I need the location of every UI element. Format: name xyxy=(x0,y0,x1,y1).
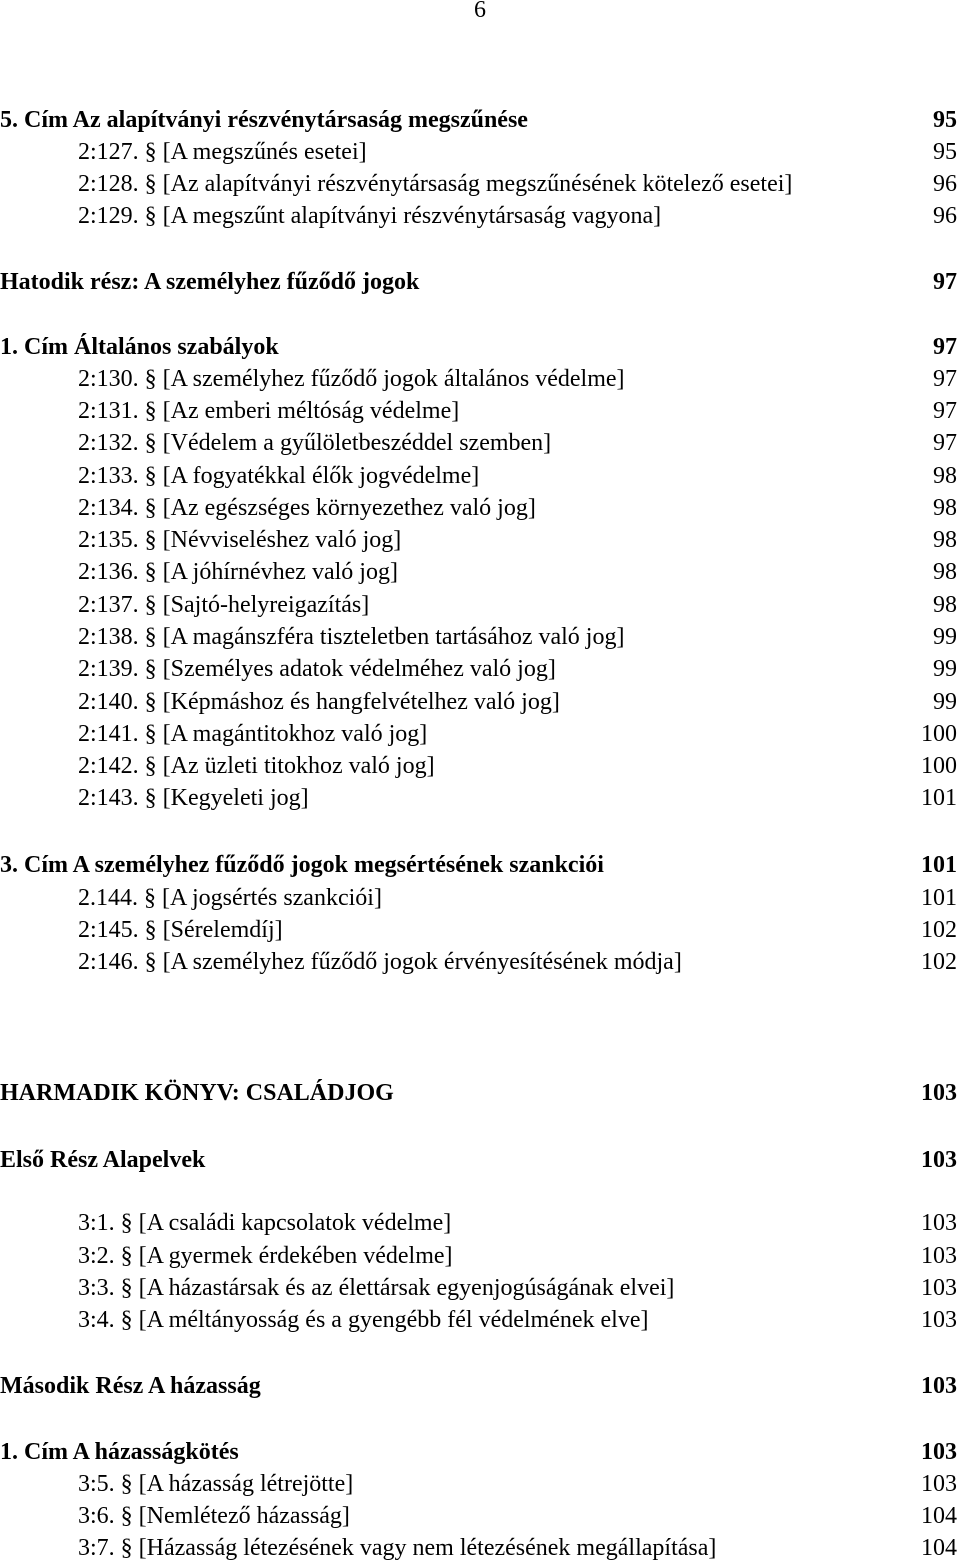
toc-entry xyxy=(0,653,960,685)
toc-entry xyxy=(0,718,960,750)
toc-entry xyxy=(0,782,960,814)
toc-entry-page: 97 xyxy=(933,398,957,424)
toc-entry xyxy=(0,1500,960,1532)
toc-entry xyxy=(0,556,960,588)
toc-entry-title: 3:2. § [A gyermek érdekében védelme] xyxy=(78,1243,453,1269)
toc-entry xyxy=(0,589,960,621)
toc-entry-page: 103 xyxy=(921,1080,957,1106)
toc-entry-page: 103 xyxy=(921,1243,957,1269)
toc-entry-title: 2:127. § [A megszűnés esetei] xyxy=(78,139,367,165)
toc-entry-title: 2:128. § [Az alapítványi részvénytársaság megszűnésének kötelező esetei] xyxy=(78,171,793,197)
toc-entry-page: 99 xyxy=(933,624,957,650)
toc-entry-title: 2:140. § [Képmáshoz és hangfelvételhez való jog] xyxy=(78,689,560,715)
toc-entry-title: 1. Cím A házasságkötés xyxy=(0,1439,239,1465)
toc-entry-title: 5. Cím Az alapítványi részvénytársaság megszűnése xyxy=(0,107,528,133)
toc-entry-title: 2:141. § [A magántitokhoz való jog] xyxy=(78,721,428,747)
toc-entry-page: 97 xyxy=(933,430,957,456)
toc-entry-page: 103 xyxy=(921,1147,957,1173)
toc-entry-page: 101 xyxy=(921,852,957,878)
toc-entry-title: HARMADIK KÖNYV: CSALÁDJOG xyxy=(0,1080,394,1106)
toc-entry xyxy=(0,1468,960,1500)
toc-entry xyxy=(0,1240,960,1272)
toc-entry-page: 98 xyxy=(933,592,957,618)
toc-entry-page: 100 xyxy=(921,753,957,779)
toc-entry xyxy=(0,1532,960,1564)
toc-entry xyxy=(0,460,960,492)
toc-entry-title: 2:138. § [A magánszféra tiszteletben tartásához való jog] xyxy=(78,624,625,650)
toc-entry-page: 101 xyxy=(921,785,957,811)
toc-entry xyxy=(0,427,960,459)
toc-entry-page: 104 xyxy=(921,1535,957,1561)
toc-entry-title: 2:142. § [Az üzleti titokhoz való jog] xyxy=(78,753,435,779)
toc-entry-page: 95 xyxy=(933,139,957,165)
toc-entry-title: 2.144. § [A jogsértés szankciói] xyxy=(78,885,382,911)
toc-entry-title: 2:139. § [Személyes adatok védelméhez való jog] xyxy=(78,656,556,682)
toc-entry xyxy=(0,200,960,232)
toc-entry-title: 2:132. § [Védelem a gyűlöletbeszéddel szemben] xyxy=(78,430,552,456)
toc-entry-page: 99 xyxy=(933,656,957,682)
toc-entry-title: 2:137. § [Sajtó-helyreigazítás] xyxy=(78,592,370,618)
toc-entry xyxy=(0,686,960,718)
toc-entry-page: 102 xyxy=(921,917,957,943)
toc-entry-page: 103 xyxy=(921,1471,957,1497)
toc-entry-title: 2:143. § [Kegyeleti jog] xyxy=(78,785,309,811)
toc-entry-page: 103 xyxy=(921,1373,957,1399)
toc-entry xyxy=(0,621,960,653)
toc-entry-title: 3:3. § [A házastársak és az élettársak egyenjogúságának elvei] xyxy=(78,1275,675,1301)
toc-entry-page: 96 xyxy=(933,171,957,197)
toc-entry-title: 2:134. § [Az egészséges környezethez való jog] xyxy=(78,495,536,521)
toc-entry-page: 98 xyxy=(933,495,957,521)
toc-entry-page: 99 xyxy=(933,689,957,715)
toc-entry xyxy=(0,1304,960,1336)
toc-entry-title: 2:145. § [Sérelemdíj] xyxy=(78,917,283,943)
toc-entry-page: 98 xyxy=(933,463,957,489)
toc-entry-title: 2:133. § [A fogyatékkal élők jogvédelme] xyxy=(78,463,480,489)
toc-entry-title: 2:131. § [Az emberi méltóság védelme] xyxy=(78,398,460,424)
toc-entry-page: 98 xyxy=(933,559,957,585)
toc-heading xyxy=(0,1077,960,1109)
toc-entry-page: 103 xyxy=(921,1439,957,1465)
toc-entry-page: 104 xyxy=(921,1503,957,1529)
toc-entry-title: Hatodik rész: A személyhez fűződő jogok xyxy=(0,269,420,295)
toc-heading xyxy=(0,104,960,136)
toc-entry xyxy=(0,1272,960,1304)
toc-entry xyxy=(0,914,960,946)
toc-heading xyxy=(0,1436,960,1468)
toc-entry-title: 2:135. § [Névviseléshez való jog] xyxy=(78,527,402,553)
toc-entry-page: 97 xyxy=(933,269,957,295)
toc-entry-page: 103 xyxy=(921,1210,957,1236)
toc-entry-page: 100 xyxy=(921,721,957,747)
toc-entry-page: 96 xyxy=(933,203,957,229)
toc-entry xyxy=(0,395,960,427)
toc-heading xyxy=(0,1144,960,1176)
toc-entry-page: 98 xyxy=(933,527,957,553)
toc-entry xyxy=(0,136,960,168)
toc-entry xyxy=(0,524,960,556)
toc-entry-title: 1. Cím Általános szabályok xyxy=(0,334,279,360)
toc-entry-title: 2:136. § [A jóhírnévhez való jog] xyxy=(78,559,398,585)
toc-entry xyxy=(0,750,960,782)
toc-entry xyxy=(0,168,960,200)
toc-heading xyxy=(0,331,960,363)
toc-entry-title: 2:130. § [A személyhez fűződő jogok általános védelme] xyxy=(78,366,625,392)
toc-entry xyxy=(0,946,960,978)
toc-entry-page: 97 xyxy=(933,366,957,392)
toc-entry-title: 3. Cím A személyhez fűződő jogok megsértésének szankciói xyxy=(0,852,604,878)
toc-entry-title: 3:1. § [A családi kapcsolatok védelme] xyxy=(78,1210,452,1236)
toc-heading xyxy=(0,1370,960,1402)
toc-entry xyxy=(0,882,960,914)
page-number: 6 xyxy=(474,0,486,23)
toc-entry-page: 103 xyxy=(921,1275,957,1301)
toc-heading xyxy=(0,266,960,298)
toc-entry-page: 102 xyxy=(921,949,957,975)
toc-entry-title: 3:5. § [A házasság létrejötte] xyxy=(78,1471,354,1497)
toc-entry-title: 3:7. § [Házasság létezésének vagy nem létezésének megállapítása] xyxy=(78,1535,717,1561)
toc-entry-page: 103 xyxy=(921,1307,957,1333)
toc-entry-page: 95 xyxy=(933,107,957,133)
toc-entry-title: 2:146. § [A személyhez fűződő jogok érvényesítésének módja] xyxy=(78,949,682,975)
toc-entry-title: 2:129. § [A megszűnt alapítványi részvénytársaság vagyona] xyxy=(78,203,662,229)
toc-entry-title: 3:6. § [Nemlétező házasság] xyxy=(78,1503,350,1529)
toc-entry-page: 101 xyxy=(921,885,957,911)
toc-entry-title: Második Rész A házasság xyxy=(0,1373,261,1399)
toc-entry xyxy=(0,492,960,524)
toc-entry-page: 97 xyxy=(933,334,957,360)
toc-entry xyxy=(0,363,960,395)
toc-heading xyxy=(0,849,960,881)
toc-entry xyxy=(0,1207,960,1239)
toc-entry-title: Első Rész Alapelvek xyxy=(0,1147,206,1173)
toc-entry-title: 3:4. § [A méltányosság és a gyengébb fél védelmének elve] xyxy=(78,1307,649,1333)
